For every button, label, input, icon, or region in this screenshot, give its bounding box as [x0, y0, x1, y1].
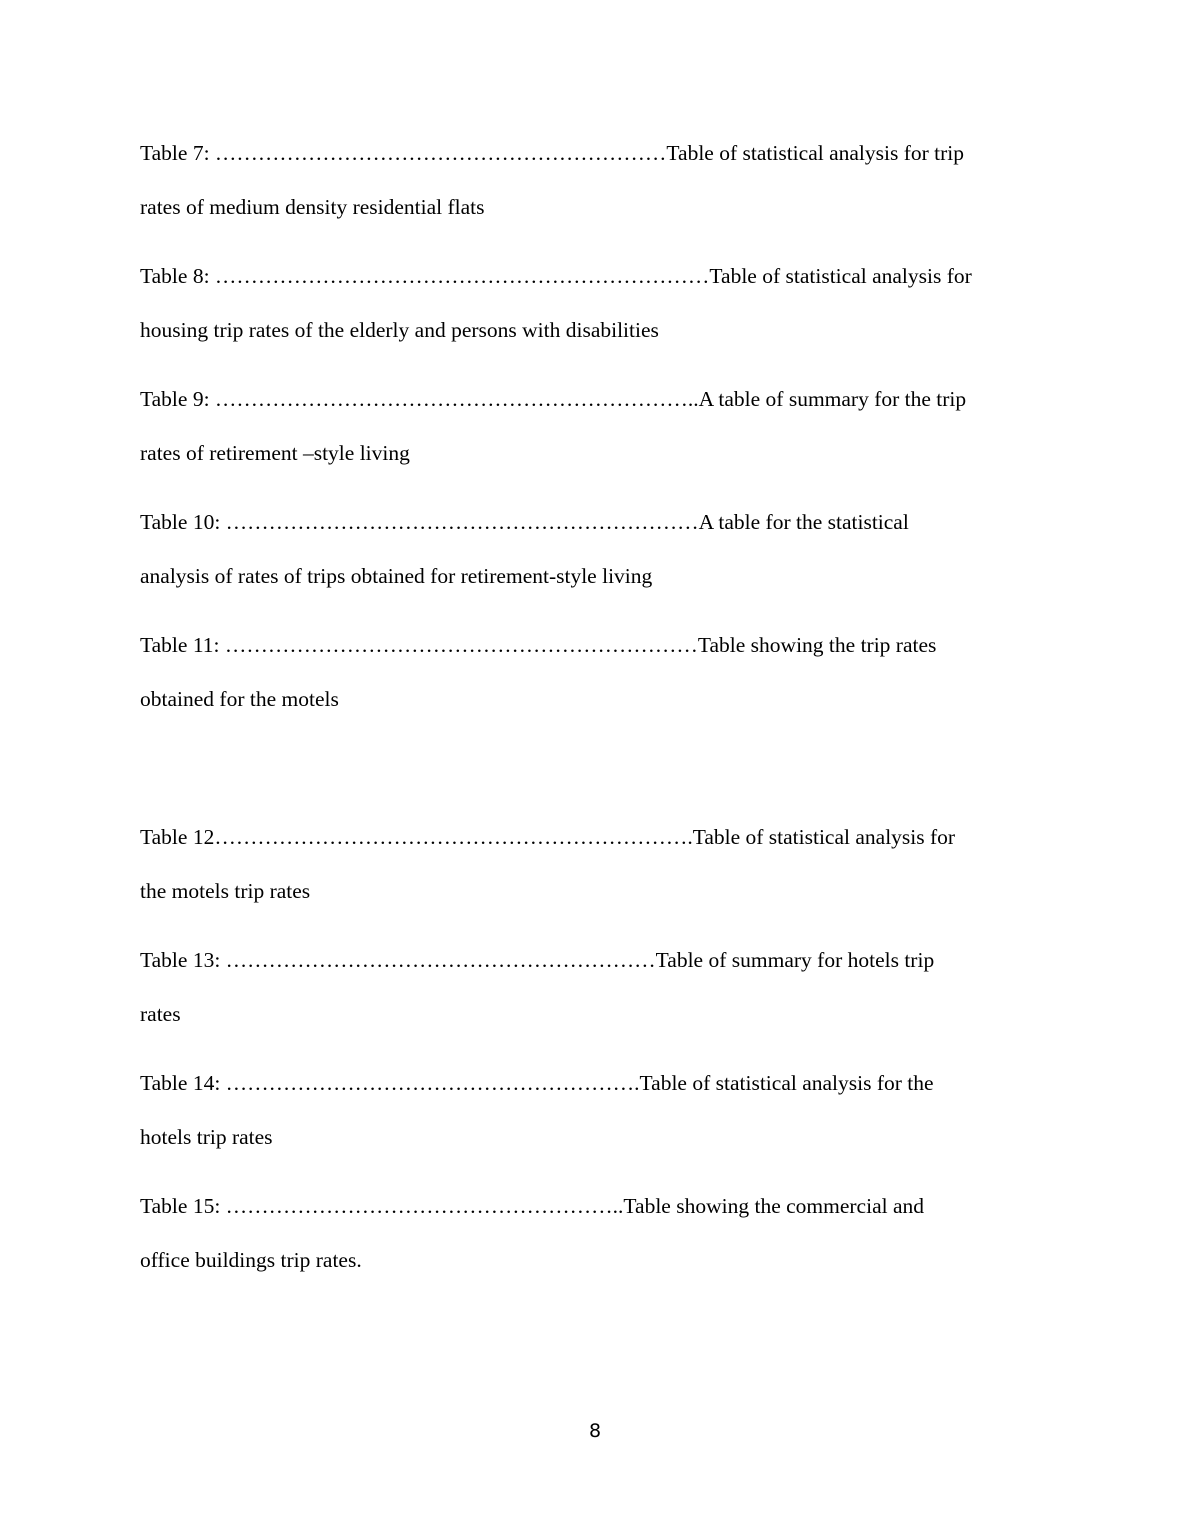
list-of-tables-entry-8 [140, 249, 1060, 357]
entry-line-1: Table 15: ………………………………………………..Table showing the commercial and [140, 1194, 925, 1218]
list-of-tables-entry-9 [140, 372, 1060, 480]
list-of-tables-entry-14 [140, 1056, 1060, 1164]
list-of-tables-entry-12 [140, 810, 1060, 918]
entry-line-2: hotels trip rates [140, 1125, 273, 1149]
entry-line-1: Table 11: …………………………………………………………Table showing the trip rates [140, 633, 937, 657]
entry-line-1: Table 13: ……………………………………………………Table of summary for hotels trip [140, 948, 935, 972]
entry-line-1: Table 7: ………………………………………………………Table of statistical analysis for trip [140, 141, 965, 165]
entry-line-1: Table 12………………………………………………………….Table of statistical analysis for [140, 825, 956, 849]
page-number: 8 [588, 1420, 602, 1442]
entry-line-2: the motels trip rates [140, 879, 311, 903]
list-of-tables-entry-13 [140, 933, 1060, 1041]
list-of-tables-entry-11 [140, 618, 1060, 726]
entry-line-2: housing trip rates of the elderly and persons with disabilities [140, 318, 659, 342]
entry-line-1: Table 10: …………………………………………………………A table for the statistical [140, 510, 909, 534]
list-of-tables-entry-7 [140, 126, 1060, 234]
entry-line-2: rates of retirement –style living [140, 441, 410, 465]
entry-line-2: rates of medium density residential flats [140, 195, 485, 219]
entry-line-2: office buildings trip rates. [140, 1248, 362, 1272]
list-of-tables-entry-15 [140, 1179, 1060, 1287]
entry-line-2: obtained for the motels [140, 687, 339, 711]
entry-line-1: Table 14: ………………………………………………….Table of statistical analysis for the [140, 1071, 934, 1095]
entry-line-2: rates [140, 1002, 181, 1026]
entry-line-2: analysis of rates of trips obtained for retirement-style living [140, 564, 653, 588]
entry-line-1: Table 8: ……………………………………………………………Table of statistical analysis for [140, 264, 972, 288]
list-of-tables-entry-10 [140, 495, 1060, 603]
entry-line-1: Table 9: …………………………………………………………..A table of summary for the trip [140, 387, 967, 411]
